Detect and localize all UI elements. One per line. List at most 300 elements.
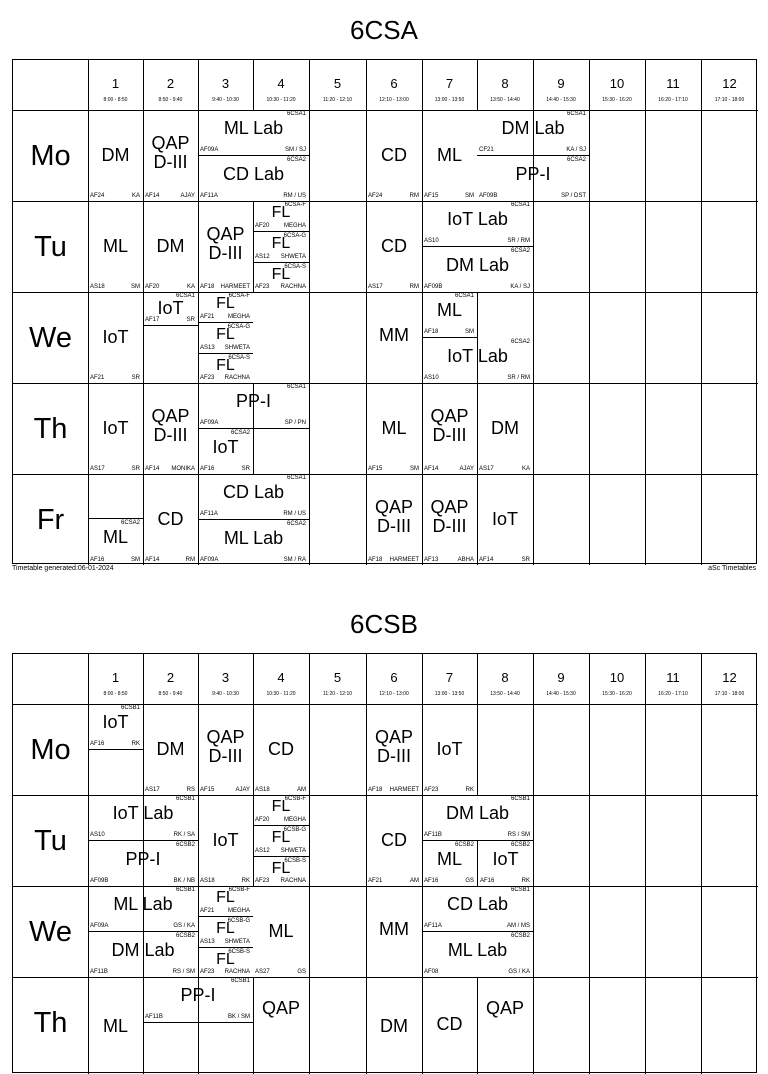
lesson-cell[interactable] <box>477 110 589 155</box>
lesson-subject: FL <box>271 829 291 846</box>
lesson-room: AF16 <box>480 878 495 884</box>
lesson-room: AF14 <box>145 557 160 563</box>
lesson-cell[interactable] <box>366 795 422 886</box>
lesson-cell[interactable] <box>143 110 198 201</box>
lesson-room: AF09B <box>90 878 109 884</box>
period-number: 8 <box>501 76 509 91</box>
lesson-cell[interactable] <box>422 795 533 840</box>
lesson-subject: QAP D-III <box>374 727 413 766</box>
lesson-teacher: SM <box>131 284 140 290</box>
lesson-room: AS17 <box>145 787 160 793</box>
lesson-cell[interactable] <box>366 292 422 383</box>
lesson-subject: ML Lab <box>447 940 508 960</box>
lesson-subject: DM Lab <box>501 118 565 138</box>
lesson-teacher: AM <box>297 787 306 793</box>
lesson-subject: IoT Lab <box>447 209 508 229</box>
lesson-room: AS18 <box>255 787 270 793</box>
lesson-teacher: SHWETA <box>224 939 250 945</box>
lesson-subject: CD <box>381 236 407 256</box>
lesson-subject: IoT <box>492 849 519 869</box>
lesson-cell[interactable] <box>198 323 253 353</box>
lesson-teacher: KA <box>521 466 530 472</box>
period-time: 8:00 - 8:50 <box>103 691 128 697</box>
lesson-cell[interactable] <box>253 795 309 825</box>
lesson-subject: DM <box>380 1016 408 1036</box>
lesson-teacher: RK <box>241 878 250 884</box>
lesson-room: AF15 <box>424 193 439 199</box>
period-time: 16:20 - 17:10 <box>658 97 688 103</box>
period-number: 7 <box>445 670 454 685</box>
lesson-subject: DM <box>156 236 185 256</box>
lesson-room: AF11A <box>200 511 218 517</box>
lesson-cell[interactable] <box>253 232 309 262</box>
period-number: 11 <box>666 76 680 91</box>
lesson-cell[interactable] <box>422 338 533 383</box>
lesson-cell[interactable] <box>366 886 422 977</box>
period-number: 6 <box>390 670 398 685</box>
lesson-room: AF14 <box>145 193 160 199</box>
lesson-teacher: KA / SJ <box>510 284 530 290</box>
lesson-group: 6CSA-S <box>284 264 306 270</box>
lesson-cell[interactable] <box>143 704 198 795</box>
lesson-cell[interactable] <box>422 383 477 474</box>
period-number: 3 <box>221 76 230 91</box>
lesson-subject: ML Lab <box>113 894 173 914</box>
lesson-subject: CD Lab <box>222 164 285 184</box>
period-time: 12:10 - 13:00 <box>379 691 409 697</box>
lesson-group: 6CSB1 <box>510 796 530 802</box>
period-time: 8:50 - 9:40 <box>158 691 183 697</box>
lesson-cell[interactable] <box>422 886 533 931</box>
lesson-group: 6CSA2 <box>566 157 586 163</box>
lesson-subject: FL <box>216 951 235 968</box>
lesson-room: AS17 <box>479 466 494 472</box>
lesson-cell[interactable] <box>422 201 533 246</box>
lesson-teacher: HARMEET <box>220 284 250 290</box>
lesson-subject: ML <box>102 1016 128 1036</box>
lesson-cell[interactable] <box>366 977 422 1074</box>
lesson-cell[interactable] <box>198 156 309 201</box>
lesson-teacher: RM / US <box>283 193 306 199</box>
period-time: 13:00 - 13:50 <box>434 97 465 103</box>
lesson-teacher: RK <box>131 741 140 747</box>
lesson-subject: QAP D-III <box>374 497 413 536</box>
lesson-room: AF23 <box>200 969 215 975</box>
period-number: 7 <box>445 76 454 91</box>
lesson-cell[interactable] <box>88 841 198 886</box>
period-number: 1 <box>111 76 120 91</box>
lesson-cell[interactable] <box>366 474 422 565</box>
lesson-teacher: RM <box>409 284 419 290</box>
lesson-teacher: GS / KA <box>173 923 195 929</box>
lesson-cell[interactable] <box>143 201 198 292</box>
period-time: 13:50 - 14:40 <box>490 691 520 697</box>
lesson-room: AF18 <box>424 329 439 335</box>
lesson-teacher: RS / SM <box>172 969 195 975</box>
lesson-group: 6CSB-F <box>284 796 306 802</box>
lesson-group: 6CSB-G <box>227 918 250 924</box>
lesson-subject: PP-I <box>235 391 271 411</box>
class-title: 6CSB <box>350 609 418 639</box>
lesson-subject: FL <box>216 295 235 312</box>
period-time: 11:20 - 12:10 <box>322 691 353 697</box>
lesson-teacher: RK <box>465 787 474 793</box>
lesson-cell[interactable] <box>366 704 422 795</box>
lesson-room: AF17 <box>145 317 160 323</box>
lesson-room: AF14 <box>424 466 439 472</box>
lesson-room: AF11A <box>424 923 442 929</box>
lesson-cell[interactable] <box>198 795 253 886</box>
lesson-cell[interactable] <box>198 520 309 565</box>
lesson-subject: QAP D-III <box>430 497 469 536</box>
lesson-cell[interactable] <box>88 704 143 749</box>
lesson-subject: FL <box>216 357 235 374</box>
lesson-subject: CD Lab <box>222 482 285 502</box>
lesson-teacher: KA / SJ <box>566 147 586 153</box>
lesson-subject: PP-I <box>515 164 551 184</box>
lesson-cell[interactable] <box>198 704 253 795</box>
lesson-room: AF16 <box>90 557 105 563</box>
lesson-cell[interactable] <box>478 841 533 886</box>
lesson-teacher: RM <box>185 557 195 563</box>
lesson-cell[interactable] <box>198 474 309 519</box>
lesson-room: AS13 <box>200 345 215 351</box>
lesson-cell[interactable] <box>143 474 198 565</box>
lesson-subject: ML Lab <box>223 528 284 548</box>
lesson-subject: QAP D-III <box>206 224 245 263</box>
lesson-cell[interactable] <box>477 383 533 474</box>
lesson-subject: CD <box>436 1014 463 1034</box>
lesson-cell[interactable] <box>143 292 198 325</box>
lesson-cell[interactable] <box>88 519 143 565</box>
lesson-cell[interactable] <box>422 932 533 977</box>
lesson-group: 6CSA-F <box>228 293 250 299</box>
lesson-subject: FL <box>271 235 291 252</box>
lesson-cell[interactable] <box>253 704 309 795</box>
lesson-group: 6CSA1 <box>286 384 306 390</box>
lesson-subject: IoT <box>212 830 239 850</box>
lesson-room: AS10 <box>424 238 439 244</box>
period-number: 3 <box>221 670 230 685</box>
day-label: Mo <box>30 734 71 766</box>
lesson-teacher: SHWETA <box>280 848 306 854</box>
lesson-teacher: RACHNA <box>224 375 250 381</box>
lesson-room: AF20 <box>255 223 270 229</box>
lesson-subject: DM <box>156 739 185 759</box>
class-title: 6CSA <box>350 15 418 45</box>
lesson-group: 6CSB1 <box>175 796 195 802</box>
period-time: 11:20 - 12:10 <box>322 97 353 103</box>
period-time: 15:30 - 16:20 <box>602 97 632 103</box>
lesson-cell[interactable] <box>422 110 477 201</box>
lesson-group: 6CSB1 <box>120 705 140 711</box>
lesson-subject: FL <box>216 920 235 937</box>
lesson-subject: IoT Lab <box>112 803 174 823</box>
lesson-cell[interactable] <box>88 795 198 840</box>
lesson-subject: MM <box>379 919 409 939</box>
lesson-cell[interactable] <box>88 292 143 383</box>
lesson-group: 6CSA2 <box>230 430 250 436</box>
lesson-room: AF14 <box>479 557 494 563</box>
lesson-group: 6CSB2 <box>454 842 474 848</box>
lesson-teacher: SM <box>465 193 474 199</box>
lesson-cell[interactable] <box>422 704 477 795</box>
lesson-cell[interactable] <box>366 110 422 201</box>
footer-generated: Timetable generated:06-01-2024 <box>12 565 114 572</box>
lesson-teacher: SR <box>186 317 195 323</box>
lesson-room: AF14 <box>145 466 160 472</box>
period-number: 2 <box>166 670 175 685</box>
lesson-teacher: MEGHA <box>227 908 250 914</box>
lesson-cell[interactable] <box>88 932 198 977</box>
lesson-room: AF16 <box>90 741 105 747</box>
lesson-cell[interactable] <box>198 110 309 155</box>
lesson-room: AF23 <box>424 787 439 793</box>
lesson-teacher: RACHNA <box>280 284 306 290</box>
lesson-subject: PP-I <box>180 985 216 1005</box>
lesson-subject: IoT <box>212 437 239 457</box>
lesson-cell[interactable] <box>198 354 253 383</box>
period-number: 6 <box>390 76 398 91</box>
lesson-room: AF11B <box>90 969 108 975</box>
day-label: Mo <box>30 140 71 172</box>
lesson-teacher: KA <box>186 284 195 290</box>
period-time: 8:00 - 8:50 <box>103 97 128 103</box>
lesson-subject: IoT <box>491 509 518 529</box>
lesson-teacher: RM <box>409 193 419 199</box>
day-label: Tu <box>34 825 67 857</box>
lesson-cell[interactable] <box>198 292 253 322</box>
lesson-room: AF09A <box>200 557 219 563</box>
lesson-subject: QAP <box>485 998 524 1018</box>
lesson-room: AF23 <box>255 284 270 290</box>
lesson-cell[interactable] <box>253 977 309 1074</box>
day-label: We <box>29 916 72 948</box>
lesson-teacher: RM / US <box>283 511 306 517</box>
lesson-group: 6CSB-S <box>284 858 306 864</box>
period-number: 12 <box>722 670 737 685</box>
lesson-subject: PP-I <box>125 849 161 869</box>
day-label: Tu <box>34 231 67 263</box>
lesson-group: 6CSA-S <box>228 355 250 361</box>
lesson-room: AF15 <box>368 466 383 472</box>
lesson-cell[interactable] <box>143 977 253 1022</box>
period-time: 13:50 - 14:40 <box>490 97 520 103</box>
lesson-subject: IoT <box>102 712 129 732</box>
lesson-room: AS18 <box>90 284 105 290</box>
period-number: 4 <box>277 76 285 91</box>
lesson-cell[interactable] <box>88 977 143 1074</box>
lesson-cell[interactable] <box>198 917 253 947</box>
lesson-subject: IoT <box>436 739 463 759</box>
lesson-subject: DM Lab <box>111 940 175 960</box>
lesson-room: AF16 <box>424 878 439 884</box>
lesson-room: AS12 <box>255 848 270 854</box>
lesson-room: AS18 <box>200 878 215 884</box>
lesson-teacher: RK / SA <box>173 832 195 838</box>
lesson-group: 6CSA1 <box>566 111 586 117</box>
lesson-cell[interactable] <box>253 201 309 231</box>
period-number: 10 <box>609 76 625 91</box>
lesson-cell[interactable] <box>422 977 477 1074</box>
period-time: 16:20 - 17:10 <box>658 691 688 697</box>
lesson-subject: DM <box>101 145 130 165</box>
lesson-room: AF20 <box>255 817 270 823</box>
lesson-room: AS17 <box>90 466 105 472</box>
lesson-room: AS10 <box>424 375 439 381</box>
lesson-room: AF18 <box>200 284 215 290</box>
lesson-teacher: AM <box>410 878 419 884</box>
lesson-subject: ML <box>381 418 407 438</box>
lesson-room: AF24 <box>90 193 105 199</box>
period-time: 10:30 - 11:20 <box>266 691 296 697</box>
period-number: 1 <box>111 670 120 685</box>
lesson-cell[interactable] <box>253 886 309 977</box>
lesson-teacher: MONIKA <box>171 466 195 472</box>
period-time: 13:00 - 13:50 <box>434 691 465 697</box>
lesson-group: 6CSA2 <box>120 520 140 526</box>
lesson-cell[interactable] <box>477 156 589 201</box>
lesson-room: AF11B <box>424 832 442 838</box>
lesson-cell[interactable] <box>477 977 533 1074</box>
lesson-group: 6CSA1 <box>510 202 530 208</box>
period-time: 17:10 - 18:00 <box>714 97 745 103</box>
lesson-room: AF24 <box>368 193 383 199</box>
lesson-cell[interactable] <box>198 383 309 428</box>
lesson-teacher: AJAY <box>235 787 250 793</box>
lesson-group: 6CSA1 <box>454 293 474 299</box>
lesson-room: AF09A <box>200 420 219 426</box>
lesson-room: CF21 <box>479 147 494 153</box>
lesson-cell[interactable] <box>198 429 253 474</box>
lesson-teacher: SM <box>465 329 474 335</box>
lesson-room: AF21 <box>200 908 215 914</box>
day-label: We <box>29 322 72 354</box>
lesson-cell[interactable] <box>88 110 143 201</box>
lesson-cell[interactable] <box>143 383 198 474</box>
lesson-cell[interactable] <box>253 263 309 292</box>
lesson-subject: FL <box>216 889 235 906</box>
lesson-cell[interactable] <box>88 886 198 931</box>
lesson-cell[interactable] <box>88 201 143 292</box>
period-number: 12 <box>722 76 737 91</box>
lesson-subject: QAP <box>261 998 300 1018</box>
period-time: 15:30 - 16:20 <box>602 691 632 697</box>
lesson-room: AS10 <box>90 832 105 838</box>
lesson-teacher: SM / RA <box>283 557 306 563</box>
lesson-group: 6CSA2 <box>286 521 306 527</box>
lesson-cell[interactable] <box>366 383 422 474</box>
lesson-teacher: RACHNA <box>280 878 306 884</box>
lesson-cell[interactable] <box>253 826 309 856</box>
lesson-teacher: MEGHA <box>227 314 250 320</box>
lesson-teacher: GS <box>297 969 306 975</box>
lesson-subject: IoT <box>157 298 184 318</box>
lesson-subject: ML Lab <box>223 118 284 138</box>
period-number: 8 <box>501 670 509 685</box>
lesson-teacher: BK / NB <box>173 878 195 884</box>
lesson-group: 6CSA1 <box>286 475 306 481</box>
period-number: 9 <box>557 76 565 91</box>
period-time: 12:10 - 13:00 <box>379 97 409 103</box>
lesson-cell[interactable] <box>198 201 253 292</box>
lesson-cell[interactable] <box>477 474 533 565</box>
lesson-group: 6CSA1 <box>286 111 306 117</box>
period-time: 9:40 - 10:30 <box>212 97 239 103</box>
lesson-group: 6CSB1 <box>230 978 250 984</box>
lesson-subject: QAP D-III <box>206 727 245 766</box>
day-label: Th <box>33 413 68 445</box>
lesson-subject: CD <box>381 830 407 850</box>
lesson-subject: DM <box>491 418 519 438</box>
period-time: 14:40 - 15:30 <box>546 97 576 103</box>
day-label: Th <box>33 1007 68 1039</box>
period-number: 5 <box>333 670 342 685</box>
lesson-subject: ML <box>436 145 462 165</box>
lesson-teacher: SP / DST <box>561 193 586 199</box>
lesson-room: AF21 <box>368 878 383 884</box>
lesson-group: 6CSB2 <box>510 842 530 848</box>
lesson-room: AF23 <box>255 878 270 884</box>
day-label: Fr <box>36 504 65 536</box>
lesson-teacher: GS / KA <box>508 969 530 975</box>
lesson-subject: ML <box>268 921 294 941</box>
footer-brand: aSc Timetables <box>708 565 756 572</box>
lesson-subject: DM Lab <box>445 803 510 823</box>
lesson-subject: CD <box>268 739 294 759</box>
lesson-subject: FL <box>271 266 291 283</box>
lesson-cell[interactable] <box>198 948 253 977</box>
lesson-cell[interactable] <box>198 886 253 916</box>
lesson-room: AS27 <box>255 969 270 975</box>
lesson-cell[interactable] <box>422 474 477 565</box>
lesson-subject: ML <box>436 849 462 869</box>
lesson-subject: FL <box>271 204 291 221</box>
lesson-teacher: SM / SJ <box>284 147 306 153</box>
lesson-teacher: SR <box>131 375 140 381</box>
lesson-cell[interactable] <box>253 857 309 886</box>
lesson-teacher: SHWETA <box>224 345 250 351</box>
lesson-teacher: RS / SM <box>507 832 530 838</box>
lesson-room: AF09A <box>90 923 109 929</box>
lesson-group: 6CSB-G <box>283 827 306 833</box>
lesson-teacher: SM <box>410 466 419 472</box>
lesson-room: AF08 <box>424 969 439 975</box>
lesson-subject: ML <box>436 300 462 320</box>
lesson-teacher: KA <box>131 193 140 199</box>
lesson-subject: MM <box>379 325 409 345</box>
lesson-teacher: SHWETA <box>280 254 306 260</box>
lesson-teacher: SR <box>241 466 250 472</box>
lesson-cell[interactable] <box>422 292 477 337</box>
lesson-group: 6CSB2 <box>175 842 195 848</box>
lesson-subject: FL <box>271 860 291 877</box>
lesson-cell[interactable] <box>422 841 477 886</box>
lesson-subject: IoT Lab <box>447 346 508 366</box>
lesson-group: 6CSA2 <box>510 248 530 254</box>
period-number: 9 <box>557 670 565 685</box>
lesson-cell[interactable] <box>422 247 533 292</box>
lesson-group: 6CSB-S <box>228 949 250 955</box>
lesson-cell[interactable] <box>366 201 422 292</box>
lesson-subject: CD <box>157 509 184 529</box>
period-time: 10:30 - 11:20 <box>266 97 296 103</box>
lesson-teacher: HARMEET <box>389 557 419 563</box>
lesson-group: 6CSB2 <box>510 933 530 939</box>
lesson-subject: DM Lab <box>445 255 510 275</box>
lesson-subject: QAP D-III <box>151 133 190 172</box>
lesson-cell[interactable] <box>88 383 143 474</box>
